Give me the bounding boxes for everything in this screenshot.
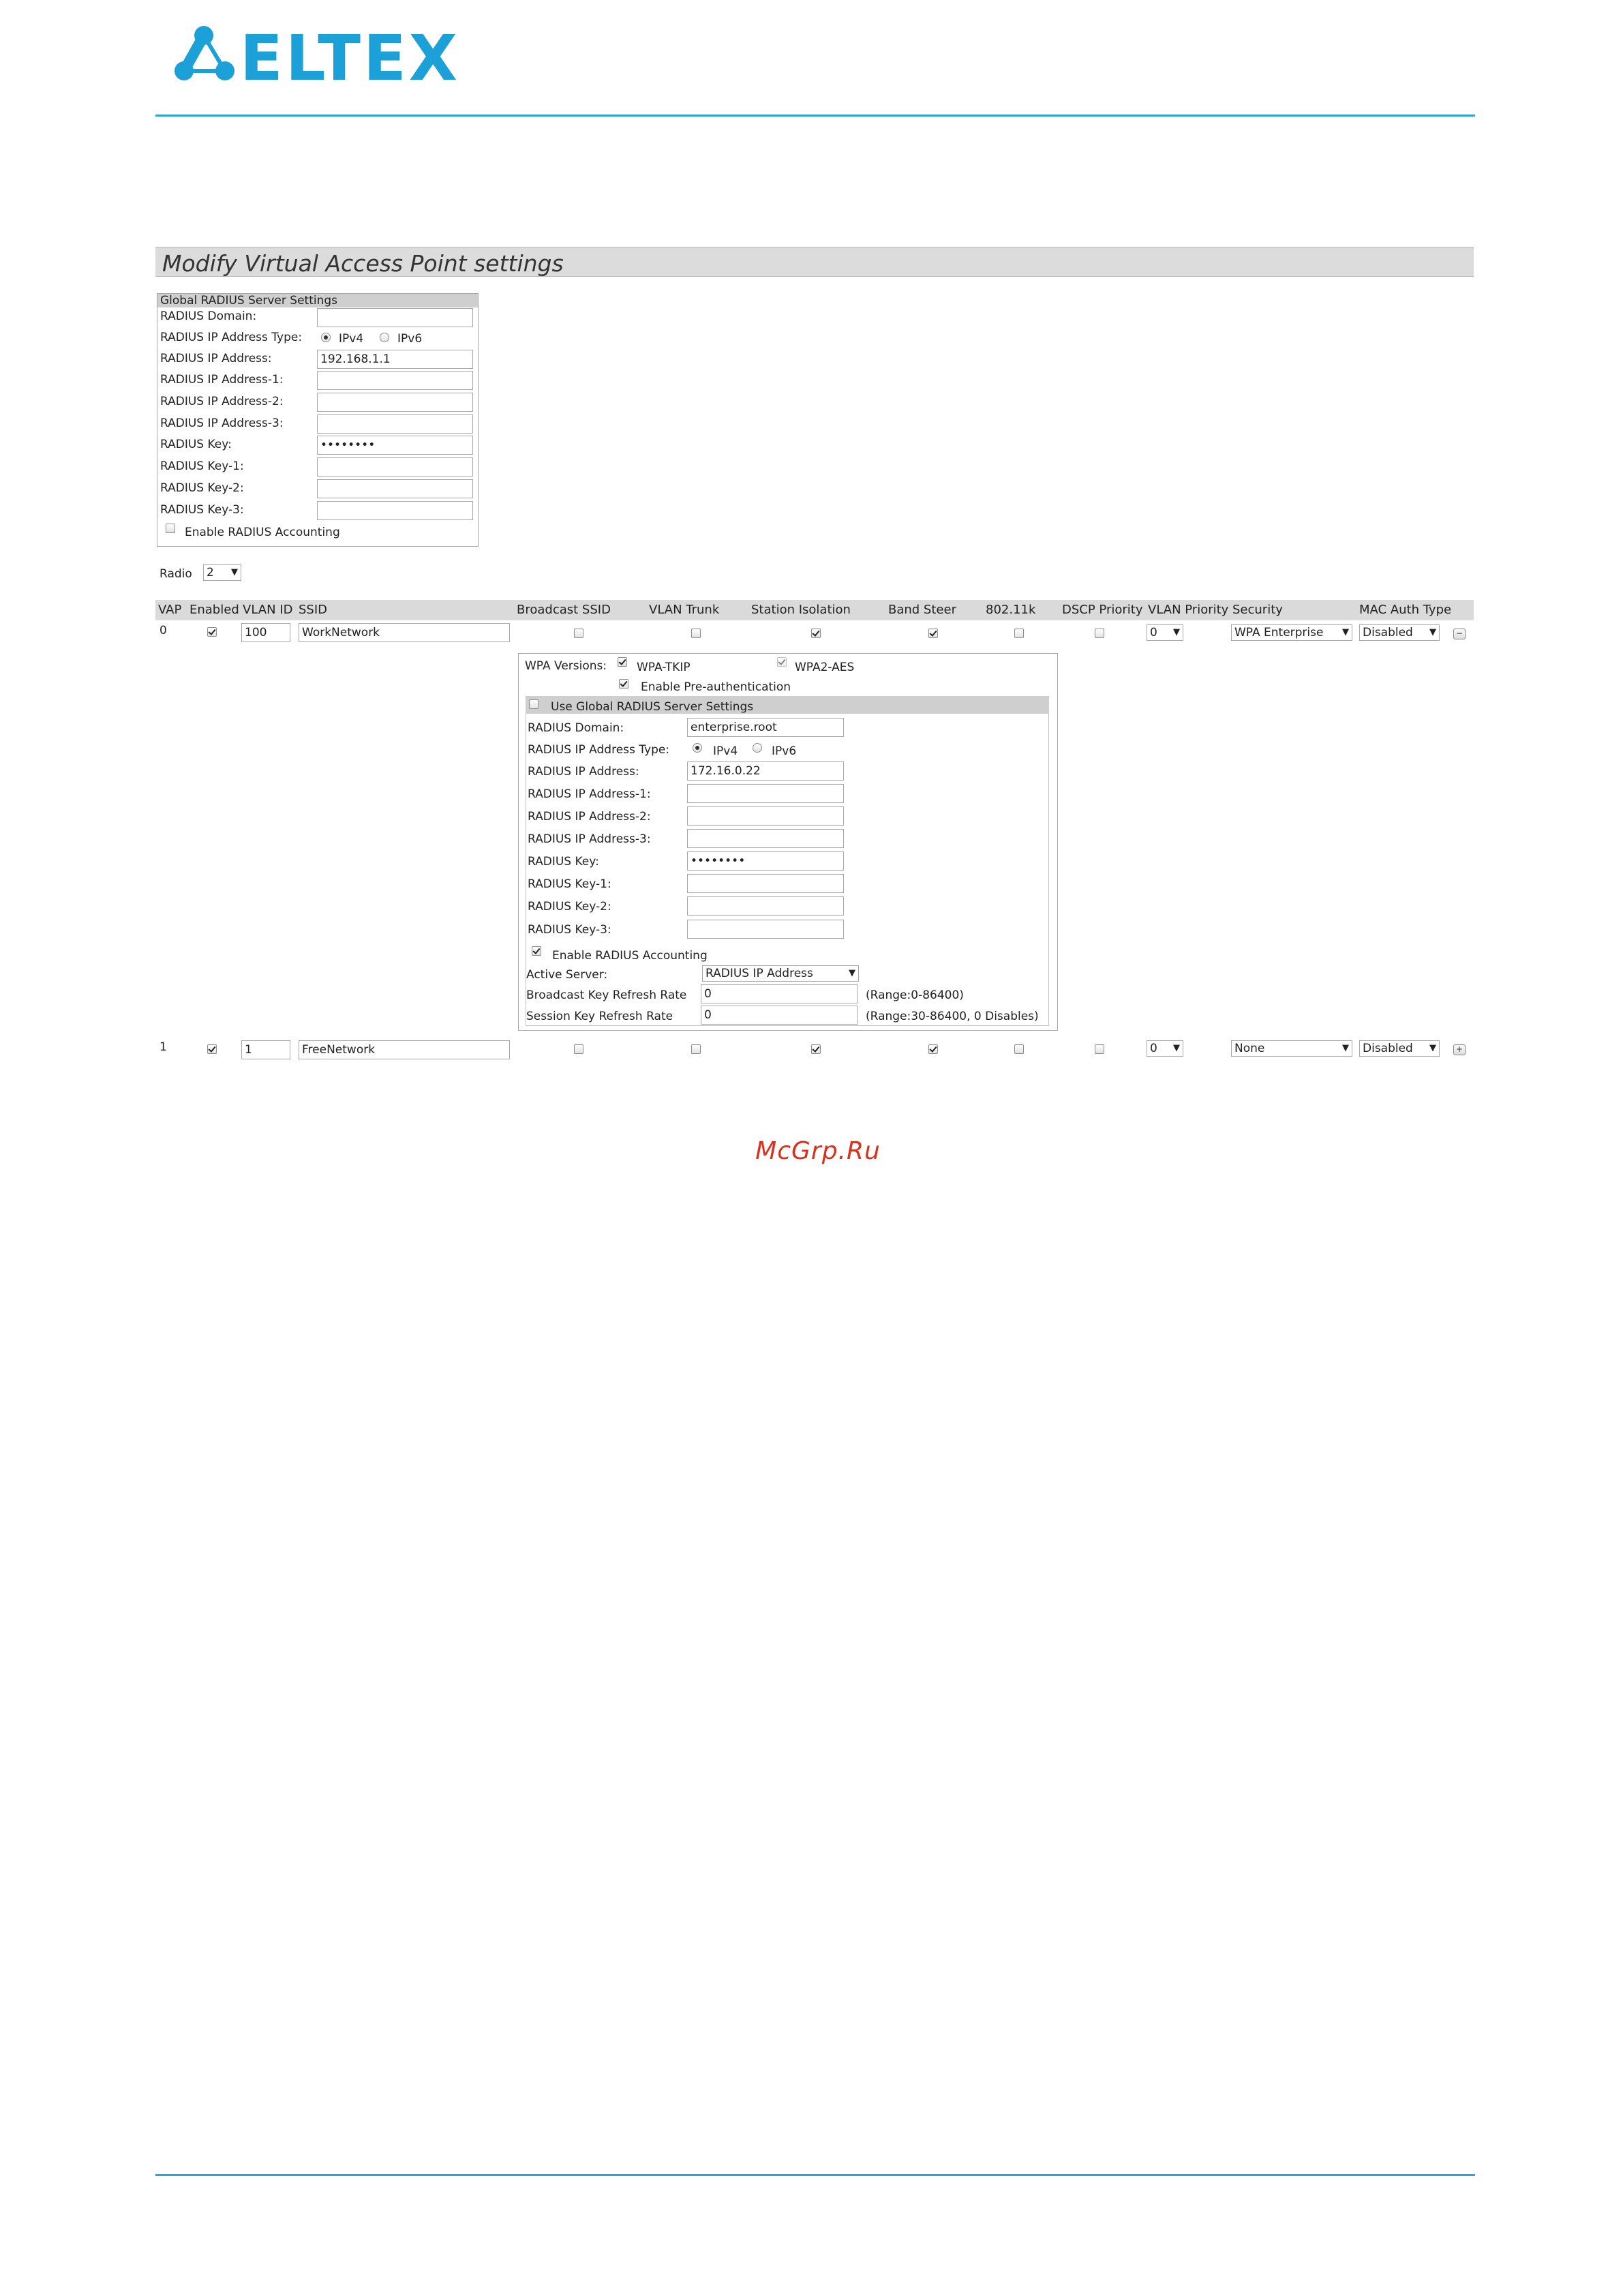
- row0-collapse-button[interactable]: −: [1453, 629, 1466, 639]
- wpa-key2-input[interactable]: [687, 896, 844, 916]
- row0-station-isolation-checkbox[interactable]: [811, 629, 821, 638]
- global-ipv6-label: IPv6: [397, 332, 423, 346]
- wpa-ip3-label: RADIUS IP Address-3:: [528, 832, 651, 846]
- global-key3-label: RADIUS Key-3:: [160, 503, 244, 517]
- col-vlan-id: VLAN ID: [243, 603, 293, 617]
- row0-ssid-input[interactable]: WorkNetwork: [299, 623, 510, 642]
- row1-expand-button[interactable]: +: [1453, 1044, 1466, 1055]
- global-ip3-label: RADIUS IP Address-3:: [160, 417, 284, 430]
- wpa-versions-label: WPA Versions:: [525, 659, 607, 673]
- chevron-down-icon: ▼: [1429, 1043, 1436, 1053]
- chevron-down-icon: ▼: [231, 567, 238, 577]
- col-mac-auth-type: MAC Auth Type: [1359, 603, 1452, 617]
- global-ipv6-radio[interactable]: [380, 333, 389, 342]
- session-key-rate-range: (Range:30-86400, 0 Disables): [866, 1010, 1039, 1023]
- wpa-ipv4-label: IPv4: [713, 744, 738, 758]
- row0-mac-auth-value: Disabled: [1363, 626, 1413, 639]
- col-broadcast-ssid: Broadcast SSID: [517, 603, 611, 617]
- wpa-key2-label: RADIUS Key-2:: [528, 900, 611, 913]
- bcast-key-rate-range: (Range:0-86400): [866, 988, 964, 1002]
- session-key-rate-label: Session Key Refresh Rate: [526, 1010, 673, 1023]
- row1-security-value: None: [1234, 1042, 1265, 1055]
- eltex-wordmark: ELTEX: [240, 22, 460, 95]
- global-domain-label: RADIUS Domain:: [160, 309, 257, 323]
- global-ip3-input[interactable]: [317, 414, 473, 434]
- global-radius-header: [157, 294, 478, 307]
- row0-enabled-checkbox[interactable]: [207, 627, 217, 637]
- row1-vlan-priority-value: 0: [1150, 1042, 1157, 1055]
- col-80211k: 802.11k: [986, 603, 1036, 617]
- row0-vlan-priority-value: 0: [1150, 626, 1157, 639]
- chevron-down-icon: ▼: [1429, 627, 1436, 637]
- wpa-key-label: RADIUS Key:: [528, 855, 599, 868]
- bcast-key-rate-input[interactable]: 0: [701, 984, 858, 1003]
- wpa-ip2-input[interactable]: [687, 806, 844, 826]
- chevron-down-icon: ▼: [849, 968, 855, 978]
- wpa-accounting-label: Enable RADIUS Accounting: [552, 949, 708, 963]
- wpa-key-input[interactable]: ••••••••: [687, 851, 844, 871]
- row1-mac-auth-value: Disabled: [1363, 1042, 1413, 1055]
- row0-security-select[interactable]: [1231, 624, 1352, 641]
- active-server-value: RADIUS IP Address: [706, 967, 813, 980]
- global-key-label: RADIUS Key:: [160, 438, 232, 451]
- global-ip1-label: RADIUS IP Address-1:: [160, 373, 284, 387]
- global-radius-header-label: Global RADIUS Server Settings: [160, 294, 338, 307]
- row0-security-value: WPA Enterprise: [1234, 626, 1324, 639]
- chevron-down-icon: ▼: [1173, 627, 1180, 637]
- global-ip1-input[interactable]: [317, 371, 473, 390]
- wpa-accounting-checkbox[interactable]: [532, 946, 541, 956]
- footer-rule: [155, 2174, 1475, 2176]
- wpa-ip3-input[interactable]: [687, 829, 844, 848]
- wpa-domain-label: RADIUS Domain:: [528, 721, 624, 735]
- row0-band-steer-checkbox[interactable]: [928, 629, 938, 638]
- row1-station-isolation-checkbox[interactable]: [811, 1044, 821, 1054]
- row0-80211k-checkbox[interactable]: [1014, 629, 1024, 638]
- global-ip-label: RADIUS IP Address:: [160, 352, 272, 365]
- col-vap: VAP: [158, 603, 182, 617]
- radio-select[interactable]: [203, 564, 241, 581]
- active-server-select[interactable]: [702, 965, 859, 982]
- col-security: Security: [1232, 603, 1283, 617]
- row0-vlan-trunk-checkbox[interactable]: [691, 629, 701, 638]
- active-server-label: Active Server:: [526, 968, 608, 982]
- global-ipv4-label: IPv4: [339, 332, 364, 346]
- preauth-checkbox[interactable]: [619, 679, 628, 689]
- radio-label: Radio: [160, 567, 192, 581]
- chevron-down-icon: ▼: [1342, 1043, 1349, 1053]
- global-key2-label: RADIUS Key-2:: [160, 481, 244, 495]
- col-ssid: SSID: [299, 603, 328, 617]
- wpa-ip1-label: RADIUS IP Address-1:: [528, 787, 651, 801]
- global-key3-input[interactable]: [317, 501, 473, 520]
- wpa-key3-label: RADIUS Key-3:: [528, 923, 611, 937]
- page-title: Modify Virtual Access Point settings: [162, 250, 564, 277]
- global-ip-input[interactable]: 192.168.1.1: [317, 350, 473, 369]
- global-ip-type-label: RADIUS IP Address Type:: [160, 331, 303, 344]
- global-domain-input[interactable]: [317, 308, 473, 327]
- wpa-ipv4-radio[interactable]: [693, 743, 702, 753]
- row0-dscp-priority-checkbox[interactable]: [1095, 629, 1104, 638]
- preauth-label: Enable Pre-authentication: [641, 680, 791, 694]
- row1-vlan-id-input[interactable]: 1: [241, 1040, 290, 1059]
- wpa-ipv6-label: IPv6: [772, 744, 797, 758]
- row1-vap: 1: [160, 1040, 167, 1054]
- row1-vlan-priority-select[interactable]: [1147, 1040, 1183, 1057]
- row0-vap: 0: [160, 624, 167, 637]
- eltex-logo: [172, 22, 465, 95]
- row0-vlan-priority-select[interactable]: [1147, 624, 1183, 641]
- global-key1-label: RADIUS Key-1:: [160, 459, 244, 473]
- wpa2-aes-label: WPA2-AES: [795, 661, 855, 674]
- row1-dscp-priority-checkbox[interactable]: [1095, 1044, 1104, 1054]
- chevron-down-icon: ▼: [1173, 1043, 1180, 1053]
- col-station-isolation: Station Isolation: [751, 603, 851, 617]
- bcast-key-rate-label: Broadcast Key Refresh Rate: [526, 988, 687, 1002]
- wpa-domain-input[interactable]: enterprise.root: [687, 718, 844, 737]
- global-accounting-checkbox[interactable]: [166, 524, 175, 533]
- col-enabled: Enabled: [189, 603, 239, 617]
- section-title-bar: [155, 247, 1474, 277]
- wpa-key1-input[interactable]: [687, 874, 844, 893]
- session-key-rate-input[interactable]: 0: [701, 1006, 858, 1025]
- watermark-text: McGrp.Ru: [755, 1137, 881, 1165]
- row1-band-steer-checkbox[interactable]: [928, 1044, 938, 1054]
- wpa-key3-input[interactable]: [687, 920, 844, 939]
- col-dscp-priority: DSCP Priority: [1062, 603, 1143, 617]
- wpa-ip-input[interactable]: 172.16.0.22: [687, 761, 844, 781]
- vap-table-header: [155, 600, 1474, 620]
- global-key-input[interactable]: ••••••••: [317, 436, 473, 455]
- wpa-ip1-input[interactable]: [687, 784, 844, 803]
- wpa-ip2-label: RADIUS IP Address-2:: [528, 810, 651, 824]
- wpa-tkip-checkbox[interactable]: [618, 657, 627, 667]
- radio-select-value: 2: [207, 566, 214, 579]
- row1-enabled-checkbox[interactable]: [207, 1044, 217, 1054]
- global-key2-input[interactable]: [317, 479, 473, 498]
- wpa-ip-label: RADIUS IP Address:: [528, 765, 639, 779]
- wpa-ipv6-radio[interactable]: [753, 743, 762, 753]
- use-global-radius-label: Use Global RADIUS Server Settings: [551, 700, 754, 714]
- header-rule: [155, 115, 1475, 117]
- wpa-key1-label: RADIUS Key-1:: [528, 877, 611, 891]
- global-radius-panel: [157, 293, 479, 547]
- col-vlan-trunk: VLAN Trunk: [649, 603, 720, 617]
- global-key1-input[interactable]: [317, 457, 473, 477]
- wpa-ip-type-label: RADIUS IP Address Type:: [528, 743, 670, 757]
- col-band-steer: Band Steer: [888, 603, 956, 617]
- row1-broadcast-ssid-checkbox[interactable]: [574, 1044, 583, 1054]
- row0-mac-auth-select[interactable]: [1359, 624, 1440, 641]
- global-ip2-input[interactable]: [317, 393, 473, 412]
- row0-broadcast-ssid-checkbox[interactable]: [574, 629, 583, 638]
- row1-security-select[interactable]: [1231, 1040, 1352, 1057]
- row1-80211k-checkbox[interactable]: [1014, 1044, 1024, 1054]
- row0-vlan-id-input[interactable]: 100: [241, 623, 290, 642]
- global-ipv4-radio[interactable]: [321, 333, 331, 342]
- eltex-logo-icon: [172, 23, 237, 88]
- row1-ssid-input[interactable]: FreeNetwork: [299, 1040, 510, 1059]
- col-vlan-priority: VLAN Priority: [1148, 603, 1229, 617]
- global-ip2-label: RADIUS IP Address-2:: [160, 395, 284, 408]
- row1-vlan-trunk-checkbox[interactable]: [691, 1044, 701, 1054]
- wpa2-aes-checkbox[interactable]: [777, 657, 787, 667]
- chevron-down-icon: ▼: [1342, 627, 1349, 637]
- row1-mac-auth-select[interactable]: [1359, 1040, 1440, 1057]
- wpa-tkip-label: WPA-TKIP: [637, 661, 691, 674]
- global-accounting-label: Enable RADIUS Accounting: [185, 526, 340, 539]
- use-global-radius-checkbox[interactable]: [529, 699, 539, 709]
